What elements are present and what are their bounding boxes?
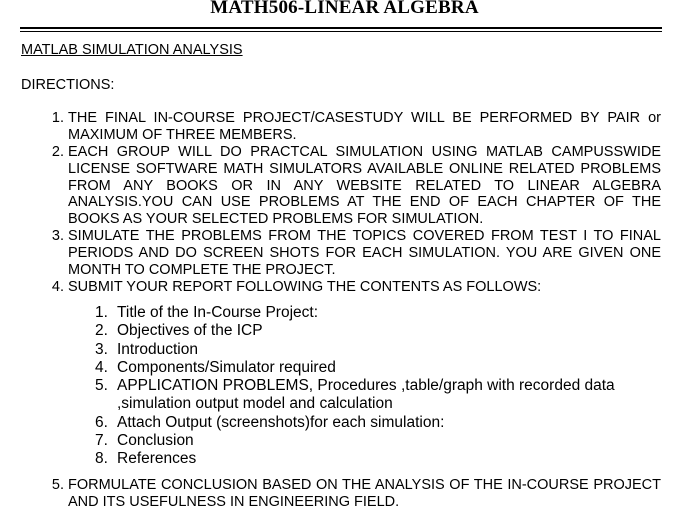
direction-item-5 xyxy=(40,477,661,511)
contents-item-text: APPLICATION PROBLEMS, Procedures ,table/graph with recorded data ,simulation output model and calculation xyxy=(117,377,615,413)
contents-item xyxy=(95,359,655,377)
direction-item-text: FORMULATE CONCLUSION BASED ON THE ANALYSIS OF THE IN-COURSE PROJECT AND ITS USEFULNESS IN ENGINEERING FIELD. xyxy=(68,477,661,510)
direction-item-number: 2. xyxy=(51,144,64,160)
contents-item-number: 6. xyxy=(95,413,108,431)
contents-item-text: References xyxy=(117,450,197,468)
contents-item-number: 8. xyxy=(95,450,108,468)
contents-item-number: 7. xyxy=(95,432,108,450)
title-rule-thin xyxy=(20,31,662,32)
direction-item-number: 5. xyxy=(51,477,64,493)
direction-item-4 xyxy=(40,279,661,296)
contents-item-text: Components/Simulator required xyxy=(117,358,336,376)
contents-item-number: 2. xyxy=(95,322,108,340)
contents-item xyxy=(95,450,655,468)
contents-item-text: Title of the In-Course Project: xyxy=(117,304,319,321)
direction-item-number: 4. xyxy=(51,279,64,295)
direction-item-text: THE FINAL IN-COURSE PROJECT/CASESTUDY WILL BE PERFORMED BY PAIR or MAXIMUM OF THREE MEMBERS. xyxy=(68,110,661,143)
contents-item-text: Attach Output (screenshots)for each simulation: xyxy=(117,413,445,431)
direction-item-number: 3. xyxy=(51,228,64,244)
contents-item-text: Introduction xyxy=(117,340,198,358)
direction-item-number: 1. xyxy=(51,110,64,126)
contents-item xyxy=(95,432,655,450)
report-contents-list xyxy=(95,304,655,469)
contents-item-text: Objectives of the ICP xyxy=(117,322,263,340)
contents-item-number: 1. xyxy=(95,304,108,321)
direction-item-text: SUBMIT YOUR REPORT FOLLOWING THE CONTENTS AS FOLLOWS: xyxy=(68,279,542,295)
direction-item-2 xyxy=(40,144,661,228)
page-title: MATH506-LINEAR ALGEBRA xyxy=(210,0,479,18)
contents-item xyxy=(95,377,655,414)
directions-heading: DIRECTIONS: xyxy=(21,77,115,93)
direction-item-text: EACH GROUP WILL DO PRACTCAL SIMULATION USING MATLAB CAMPUSSWIDE LICENSE SOFTWARE MATH SIMULATORS AVAILABLE ONLINE RELATED PROBLEMS FROM ANY BOOKS OR IN ANY WEBSITE RELATED TO LINEAR ALGEBRA ANALYSIS.YOU CAN USE PROBLEMS AT THE END OF EACH CHAPTER OF THE BOOKS AS YOUR SELECTED PROBLEMS FOR SIMULATION. xyxy=(68,144,661,228)
title-rule-thick xyxy=(20,27,662,29)
contents-item xyxy=(95,322,655,340)
contents-item-number: 4. xyxy=(95,358,108,376)
document-subtitle: MATLAB SIMULATION ANALYSIS xyxy=(21,42,243,58)
contents-item-number: 5. xyxy=(95,377,108,395)
contents-item xyxy=(95,414,655,432)
direction-item-1 xyxy=(40,110,661,144)
contents-item xyxy=(95,341,655,359)
contents-item-number: 3. xyxy=(95,340,108,358)
direction-item-text: SIMULATE THE PROBLEMS FROM THE TOPICS COVERED FROM TEST I TO FINAL PERIODS AND DO SCREEN SHOTS FOR EACH SIMULATION. YOU ARE GIVEN ONE MONTH TO COMPLETE THE PROJECT. xyxy=(68,228,661,278)
contents-item-text: Conclusion xyxy=(117,432,194,450)
contents-item xyxy=(95,304,655,322)
direction-item-3 xyxy=(40,228,661,278)
